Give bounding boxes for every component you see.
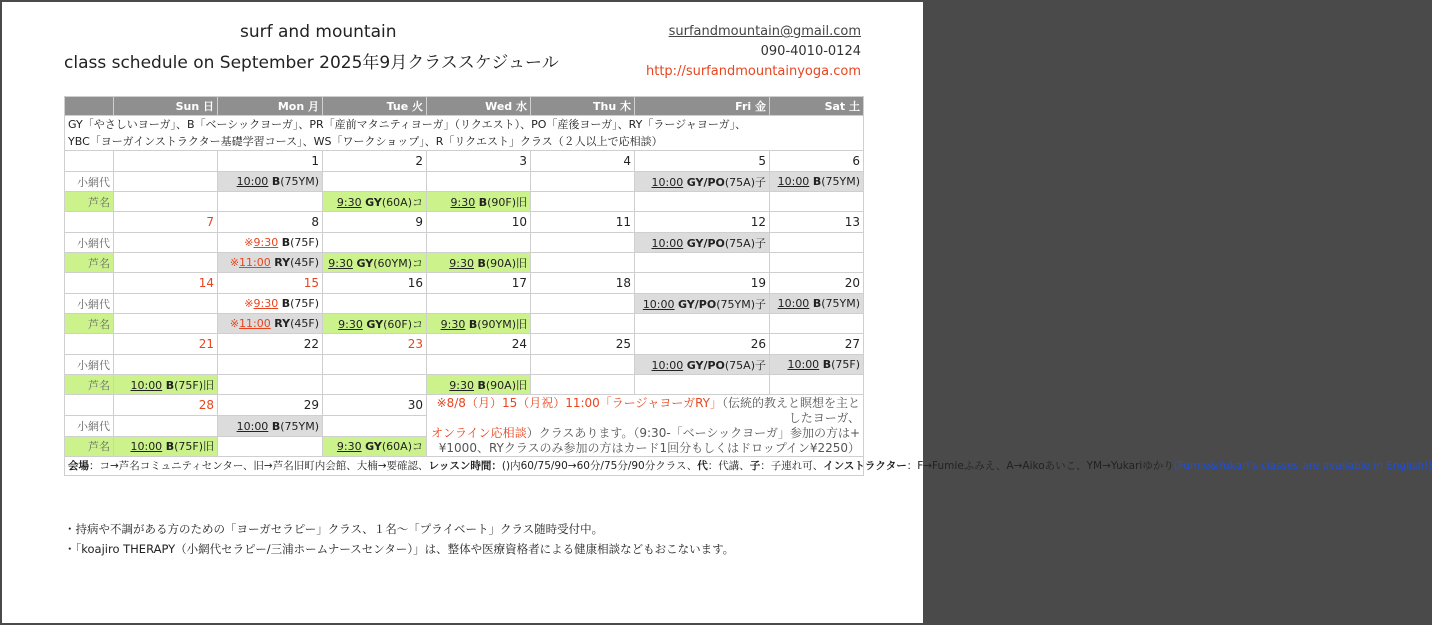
date-cell: 20 (770, 273, 864, 294)
note-text: ）クラスあります。（9:30-「ベーシックヨーガ」参加の方は+¥1000、RYクラスのみ参加の方はカード1回分もしくはドロップイン¥2250） (438, 426, 860, 455)
date-cell: 1 (218, 151, 323, 172)
class-detail: (75A)子 (724, 175, 766, 189)
class-entry[interactable] (218, 416, 323, 436)
class-code: GY (365, 440, 382, 454)
empty-cell (114, 233, 218, 253)
class-time: 9:30 (336, 440, 362, 454)
empty-cell (635, 314, 770, 334)
empty-cell (531, 294, 635, 314)
row-label-kowashiro: 小網代 (65, 233, 114, 253)
sub-text: ：代講、 (707, 460, 750, 472)
class-detail: (60F)コ (383, 317, 423, 331)
date-cell: 30 (323, 395, 427, 416)
class-entry[interactable] (635, 294, 770, 314)
class-entry[interactable] (323, 253, 427, 273)
date-cell: 23 (323, 334, 427, 355)
class-entry[interactable] (114, 436, 218, 456)
date-cell: 27 (770, 334, 864, 355)
class-time: 10:00 (777, 175, 810, 188)
class-time: 11:00 (239, 317, 271, 330)
class-detail: (90A)旧 (485, 378, 527, 392)
class-code: B (468, 317, 478, 331)
label-blank (65, 395, 114, 416)
label-blank (65, 273, 114, 294)
date-cell: 11 (531, 212, 635, 233)
date-cell: 9 (323, 212, 427, 233)
class-detail: (90A)旧 (485, 256, 527, 270)
class-entry[interactable] (427, 314, 531, 334)
empty-cell (323, 294, 427, 314)
class-code: B (477, 378, 486, 392)
row-label-kowashiro: 小網代 (65, 355, 114, 375)
special-class-note (427, 395, 864, 457)
phone-number: 090-4010-0124 (760, 44, 861, 59)
note-text: （伝統的教えと瞑想を主としたヨーガ、 (721, 396, 860, 425)
empty-cell (323, 416, 427, 436)
class-time: 10:00 (642, 297, 675, 311)
class-time: 10:00 (651, 358, 684, 372)
class-entry[interactable] (218, 253, 323, 273)
legend-line: YBC「ヨーガインストラクター基礎学習コース」、WS「ワークショップ」、R「リクエスト」クラス（２人以上で応相談） (68, 135, 663, 148)
empty-cell (427, 355, 531, 375)
date-cell: 5 (635, 151, 770, 172)
class-code: B (281, 236, 291, 249)
week-date-row (65, 151, 864, 172)
empty-cell (114, 294, 218, 314)
time-text: ()内60/75/90→60分/75分/90分クラス、 (501, 460, 698, 472)
footer-row (65, 457, 864, 476)
child-text: ：子連れ可、 (760, 460, 824, 472)
time-label: レッスン時間： (428, 460, 502, 472)
empty-cell (531, 172, 635, 192)
empty-cell (218, 355, 323, 375)
class-code: B (478, 195, 488, 209)
label-blank (65, 151, 114, 172)
venue-text: ：コ→芦名コミュニティセンター、旧→芦名旧町内会館、大楠→要確認、 (89, 460, 429, 472)
class-detail: (75A)子 (724, 236, 766, 250)
date-cell: 22 (218, 334, 323, 355)
empty-cell (427, 294, 531, 314)
empty-cell (770, 314, 864, 334)
class-time: 11:00 (239, 256, 271, 269)
note-mark: ※ (244, 297, 254, 310)
note-mark: ※ (244, 236, 254, 249)
website-link[interactable]: http://surfandmountainyoga.com (646, 64, 861, 79)
day-header-sun: Sun 日 (114, 97, 218, 116)
day-header-wed: Wed 水 (427, 97, 531, 116)
date-cell: 18 (531, 273, 635, 294)
english-note: (Fumie&Yukari's classes are available in English!) (1173, 460, 1432, 472)
class-detail: (60YM)コ (373, 256, 423, 270)
row-label-ashina: 芦名 (65, 314, 114, 334)
class-code: B (271, 419, 281, 433)
instructor-label: インストラクター (823, 460, 907, 472)
schedule-title: class schedule on September 2025年9月クラススケジュール (64, 53, 559, 73)
class-detail: (75YM) (821, 297, 860, 310)
empty-cell (531, 253, 635, 273)
empty-cell (635, 375, 770, 395)
class-legend (65, 116, 864, 151)
date-cell: 3 (427, 151, 531, 172)
class-code: B (281, 297, 291, 310)
class-time: 10:00 (236, 419, 269, 433)
row-label-kowashiro: 小網代 (65, 172, 114, 192)
empty-cell (531, 233, 635, 253)
empty-cell (114, 314, 218, 334)
sub-label: 代 (697, 460, 708, 472)
class-code: GY (366, 317, 384, 331)
class-entry[interactable] (218, 233, 323, 253)
day-header-row (65, 97, 864, 116)
legend-line: GY「やさしいヨーガ」、B「ベーシックヨーガ」、PR「産前マタニティヨーガ」（リクエスト）、PO「産後ヨーガ」、RY「ラージャヨーガ」、 (68, 118, 747, 131)
date-cell: 21 (114, 334, 218, 355)
class-detail: (75F) (290, 297, 319, 310)
day-header-tue: Tue 火 (323, 97, 427, 116)
instructor-text: ：F→Fumieふみえ、A→Aikoあいこ、YM→Yukariゆかり (906, 460, 1174, 472)
note-mark: ※ (229, 317, 240, 330)
class-entry[interactable] (218, 294, 323, 314)
day-header-sat: Sat 土 (770, 97, 864, 116)
day-header-mon: Mon 月 (218, 97, 323, 116)
class-entry[interactable] (218, 172, 323, 192)
empty-cell (114, 172, 218, 192)
empty-cell (218, 375, 323, 395)
kowashiro-row (65, 233, 864, 253)
footer-info (65, 457, 1432, 476)
kowashiro-row (65, 355, 864, 375)
class-detail: (75A)子 (724, 358, 766, 372)
class-code: B (812, 175, 822, 188)
class-detail: (75F)旧 (174, 440, 214, 454)
date-cell: 25 (531, 334, 635, 355)
class-entry[interactable] (323, 436, 427, 456)
class-code: B (812, 297, 822, 310)
class-code: GY/PO (686, 358, 725, 372)
date-cell: 2 (323, 151, 427, 172)
ashina-row (65, 375, 864, 395)
class-detail: (90F)旧 (487, 195, 527, 209)
class-entry[interactable] (323, 192, 427, 212)
empty-cell (114, 192, 218, 212)
venue-label: 会場 (68, 460, 89, 472)
date-cell: 16 (323, 273, 427, 294)
class-entry[interactable] (770, 294, 864, 314)
ashina-row (65, 253, 864, 273)
date-cell: 29 (218, 395, 323, 416)
date-cell (114, 151, 218, 172)
class-detail: (75YM)子 (716, 297, 766, 311)
class-entry[interactable] (114, 375, 218, 395)
empty-cell (531, 314, 635, 334)
day-header-thu: Thu 木 (531, 97, 635, 116)
date-cell: 19 (635, 273, 770, 294)
empty-cell (770, 253, 864, 273)
class-entry[interactable] (427, 253, 531, 273)
class-detail: (90YM)旧 (477, 317, 527, 331)
label-blank (65, 334, 114, 355)
row-label-ashina: 芦名 (65, 436, 114, 456)
class-detail: (60A)コ (381, 440, 423, 454)
day-header-fri: Fri 金 (635, 97, 770, 116)
class-time: 9:30 (449, 378, 474, 392)
ashina-row (65, 192, 864, 212)
kowashiro-row (65, 172, 864, 192)
class-time: 10:00 (651, 236, 684, 250)
empty-cell (114, 416, 218, 436)
info-bullet: ・持病や不調がある方のための「ヨーガセラピー」クラス、１名〜「プライベート」クラス随時受付中。 (64, 522, 604, 536)
class-entry[interactable] (218, 314, 323, 334)
empty-cell (427, 233, 531, 253)
date-cell: 4 (531, 151, 635, 172)
class-detail: (75YM) (280, 419, 319, 433)
date-cell: 10 (427, 212, 531, 233)
empty-cell (635, 253, 770, 273)
class-entry[interactable] (635, 172, 770, 192)
date-cell: 12 (635, 212, 770, 233)
header-corner (65, 97, 114, 116)
empty-cell (770, 233, 864, 253)
empty-cell (531, 355, 635, 375)
class-code: GY/PO (686, 175, 725, 189)
empty-cell (531, 192, 635, 212)
class-code: B (165, 440, 175, 454)
label-blank (65, 212, 114, 233)
empty-cell (323, 233, 427, 253)
date-cell: 14 (114, 273, 218, 294)
class-entry[interactable] (770, 172, 864, 192)
class-detail: (75YM) (280, 175, 319, 188)
class-code: GY (356, 256, 374, 270)
child-label: 子 (749, 460, 761, 472)
date-cell: 6 (770, 151, 864, 172)
row-label-kowashiro: 小網代 (65, 294, 114, 314)
class-code: B (165, 378, 175, 392)
contact-block (646, 22, 861, 82)
class-code: RY (274, 256, 291, 269)
empty-cell (770, 192, 864, 212)
class-legend-row (65, 116, 864, 151)
date-cell: 13 (770, 212, 864, 233)
class-time: 9:30 (253, 297, 279, 310)
class-time: 9:30 (336, 195, 362, 209)
class-time: 9:30 (440, 317, 466, 331)
class-code: GY/PO (678, 297, 717, 311)
class-code: GY (365, 195, 382, 209)
empty-cell (323, 172, 427, 192)
empty-cell (531, 375, 635, 395)
week-date-row (65, 334, 864, 355)
empty-cell (427, 172, 531, 192)
week-date-row (65, 212, 864, 233)
date-cell: 8 (218, 212, 323, 233)
week-date-row (65, 273, 864, 294)
class-detail: (45F) (290, 317, 319, 330)
class-code: B (822, 358, 832, 371)
class-code: B (477, 256, 486, 270)
class-entry[interactable] (635, 233, 770, 253)
empty-cell (218, 192, 323, 212)
empty-cell (218, 436, 323, 456)
info-bullet: ・「koajiro THERAPY（小網代セラピー/三浦ホームナースセンター）」は、整体や医療資格者による健康相談などもおこないます。 (64, 542, 735, 556)
class-entry[interactable] (770, 355, 864, 375)
studio-name: surf and mountain (240, 22, 397, 42)
class-detail: (75F) (831, 358, 860, 371)
class-detail: (45F) (290, 256, 319, 269)
class-entry[interactable] (323, 314, 427, 334)
class-time: 10:00 (651, 175, 684, 189)
email-link[interactable]: surfandmountain@gmail.com (668, 24, 861, 39)
date-cell: 24 (427, 334, 531, 355)
class-entry[interactable] (635, 355, 770, 375)
class-code: B (271, 175, 281, 188)
empty-cell (323, 355, 427, 375)
date-cell: 17 (427, 273, 531, 294)
week-date-row (65, 395, 864, 416)
row-label-kowashiro: 小網代 (65, 416, 114, 436)
class-code: RY (274, 317, 291, 330)
empty-cell (114, 253, 218, 273)
class-time: 9:30 (449, 256, 474, 270)
ashina-row (65, 314, 864, 334)
class-time: 9:30 (253, 236, 279, 249)
schedule-page (2, 2, 1432, 623)
row-label-ashina: 芦名 (65, 192, 114, 212)
kowashiro-row (65, 294, 864, 314)
date-cell: 28 (114, 395, 218, 416)
class-time: 9:30 (338, 317, 363, 331)
class-detail: (75F)旧 (174, 378, 214, 392)
date-cell: 7 (114, 212, 218, 233)
schedule-table (64, 96, 1432, 476)
date-cell: 15 (218, 273, 323, 294)
class-detail: (75F) (290, 236, 319, 249)
class-time: 10:00 (130, 440, 163, 454)
class-time: 10:00 (236, 175, 269, 188)
class-code: GY/PO (686, 236, 725, 250)
date-cell: 26 (635, 334, 770, 355)
empty-cell (114, 355, 218, 375)
class-entry[interactable] (427, 375, 531, 395)
note-mark: ※ (229, 256, 240, 269)
note-red-text: ※8/8（月）15（月祝）11:00「ラージャヨーガRY」 (436, 396, 722, 410)
class-time: 10:00 (787, 358, 820, 371)
class-detail: (75YM) (821, 175, 860, 188)
class-time: 10:00 (130, 378, 163, 392)
empty-cell (635, 192, 770, 212)
class-entry[interactable] (427, 192, 531, 212)
row-label-ashina: 芦名 (65, 375, 114, 395)
class-time: 9:30 (328, 256, 353, 270)
empty-cell (323, 375, 427, 395)
class-time: 10:00 (777, 297, 810, 310)
empty-cell (770, 375, 864, 395)
class-time: 9:30 (450, 195, 476, 209)
class-detail: (60A)コ (381, 195, 423, 209)
note-red-text: オンライン応相談 (431, 426, 527, 440)
row-label-ashina: 芦名 (65, 253, 114, 273)
